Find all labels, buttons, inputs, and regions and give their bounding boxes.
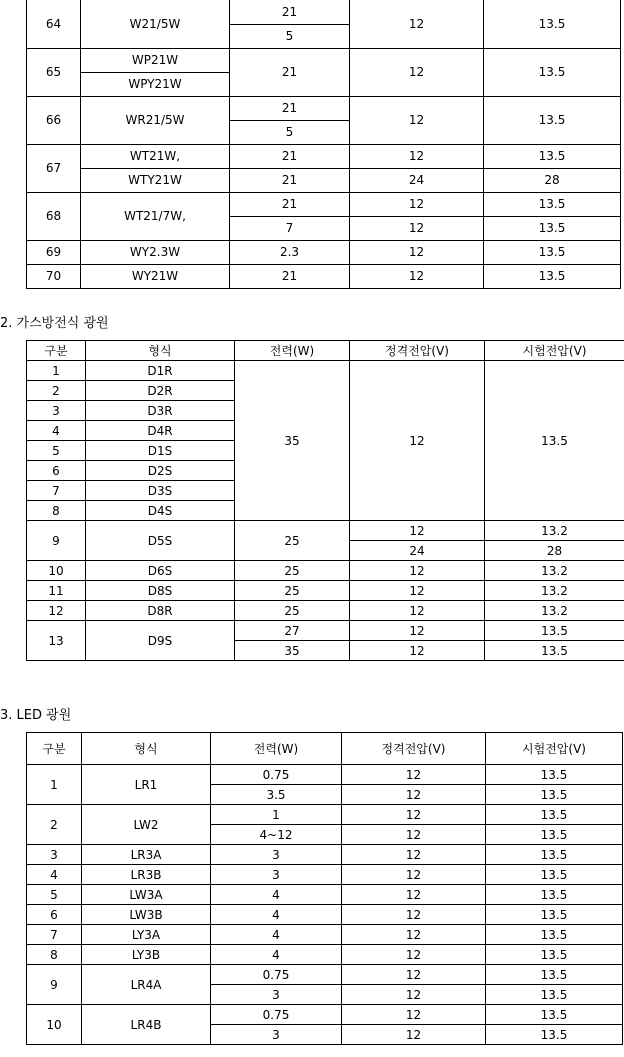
power-value: 4	[211, 905, 342, 925]
row-number: 5	[27, 441, 86, 461]
table-row	[27, 361, 624, 381]
lamp-type: D9S	[86, 621, 235, 661]
table-row	[27, 144, 621, 168]
test-voltage: 13.2	[485, 601, 624, 621]
rated-voltage: 12	[350, 240, 484, 264]
row-number: 6	[27, 461, 86, 481]
test-voltage: 28	[484, 168, 621, 192]
power-value: 2.3	[230, 240, 350, 264]
rated-voltage: 12	[350, 581, 485, 601]
test-voltage: 13.5	[486, 825, 623, 845]
lamp-type: D2R	[86, 381, 235, 401]
rated-voltage: 24	[350, 168, 484, 192]
rated-voltage: 12	[342, 885, 486, 905]
row-number: 3	[27, 401, 86, 421]
test-voltage: 13.5	[486, 985, 623, 1005]
test-voltage: 13.5	[484, 240, 621, 264]
rated-voltage: 12	[342, 945, 486, 965]
test-voltage: 13.5	[486, 945, 623, 965]
test-voltage: 13.5	[486, 1005, 623, 1025]
lamp-type: WT21/7W,	[81, 192, 230, 240]
rated-voltage: 12	[342, 825, 486, 845]
header-no: 구분	[27, 341, 86, 361]
rated-voltage: 12	[342, 905, 486, 925]
test-voltage: 13.5	[485, 621, 624, 641]
power-value: 21	[230, 168, 350, 192]
power-value: 7	[230, 216, 350, 240]
table-row	[27, 765, 623, 785]
lamp-type: LR4B	[82, 1005, 211, 1045]
lamp-type: D3R	[86, 401, 235, 421]
power-value: 3.5	[211, 785, 342, 805]
lamp-type: WT21W,	[81, 144, 230, 168]
power-value: 1	[211, 805, 342, 825]
header-test-voltage: 시험전압(V)	[485, 341, 624, 361]
row-number: 8	[27, 501, 86, 521]
header-power: 전력(W)	[211, 733, 342, 765]
table-row	[27, 48, 621, 72]
lamp-type: LY3A	[82, 925, 211, 945]
test-voltage: 13.5	[486, 1025, 623, 1045]
row-number: 7	[27, 925, 82, 945]
test-voltage: 13.5	[486, 845, 623, 865]
lamp-type: D3S	[86, 481, 235, 501]
row-number: 4	[27, 421, 86, 441]
rated-voltage: 12	[342, 765, 486, 785]
power-value: 21	[230, 0, 350, 24]
rated-voltage: 12	[342, 805, 486, 825]
lamp-type: W21/5W	[81, 0, 230, 48]
rated-voltage: 12	[350, 0, 484, 48]
table-row	[27, 805, 623, 825]
rated-voltage: 12	[342, 965, 486, 985]
table-row	[27, 905, 623, 925]
table-row	[27, 192, 621, 216]
rated-voltage: 12	[350, 621, 485, 641]
header-power: 전력(W)	[235, 341, 350, 361]
table-row	[27, 0, 621, 24]
power-value: 27	[235, 621, 350, 641]
row-number: 70	[27, 264, 81, 288]
table-row	[27, 96, 621, 120]
power-value: 0.75	[211, 1005, 342, 1025]
power-value: 4~12	[211, 825, 342, 845]
table-row	[27, 965, 623, 985]
row-number: 7	[27, 481, 86, 501]
power-value: 35	[235, 641, 350, 661]
table-row	[27, 561, 624, 581]
lamp-type: WR21/5W	[81, 96, 230, 144]
header-rated-voltage: 정격전압(V)	[350, 341, 485, 361]
rated-voltage: 12	[342, 985, 486, 1005]
rated-voltage: 12	[350, 641, 485, 661]
row-number: 9	[27, 965, 82, 1005]
lamp-type: WY21W	[81, 264, 230, 288]
lamp-type: LY3B	[82, 945, 211, 965]
table-row	[27, 581, 624, 601]
test-voltage: 13.5	[486, 865, 623, 885]
power-value: 0.75	[211, 965, 342, 985]
row-number: 2	[27, 805, 82, 845]
test-voltage: 13.5	[485, 361, 624, 521]
rated-voltage: 12	[342, 1025, 486, 1045]
row-number: 12	[27, 601, 86, 621]
table-row	[27, 1005, 623, 1025]
rated-voltage: 12	[350, 48, 484, 96]
power-value: 21	[230, 48, 350, 96]
test-voltage: 13.5	[484, 48, 621, 96]
test-voltage: 13.5	[484, 192, 621, 216]
test-voltage: 13.2	[485, 561, 624, 581]
rated-voltage: 12	[350, 521, 485, 541]
lamp-type: LW3A	[82, 885, 211, 905]
power-value: 25	[235, 561, 350, 581]
power-value: 4	[211, 885, 342, 905]
table-header-row	[27, 341, 624, 361]
lamp-type: D4S	[86, 501, 235, 521]
power-value: 4	[211, 925, 342, 945]
power-value: 21	[230, 144, 350, 168]
test-voltage: 13.5	[486, 925, 623, 945]
rated-voltage: 12	[350, 144, 484, 168]
table-header-row	[27, 733, 623, 765]
lamp-type: WY2.3W	[81, 240, 230, 264]
test-voltage: 13.5	[484, 0, 621, 48]
header-no: 구분	[27, 733, 82, 765]
rated-voltage: 12	[342, 785, 486, 805]
row-number: 13	[27, 621, 86, 661]
power-value: 3	[211, 1025, 342, 1045]
lamp-type: D8R	[86, 601, 235, 621]
row-number: 1	[27, 765, 82, 805]
rated-voltage: 12	[350, 601, 485, 621]
lamp-type: WPY21W	[81, 72, 230, 96]
row-number: 1	[27, 361, 86, 381]
lamp-type: D8S	[86, 581, 235, 601]
rated-voltage: 12	[342, 1005, 486, 1025]
row-number: 4	[27, 865, 82, 885]
gas-discharge-table	[26, 340, 624, 661]
test-voltage: 13.5	[485, 641, 624, 661]
rated-voltage: 12	[350, 96, 484, 144]
rated-voltage: 12	[350, 264, 484, 288]
power-value: 25	[235, 581, 350, 601]
table-row	[27, 865, 623, 885]
power-value: 4	[211, 945, 342, 965]
row-number: 10	[27, 561, 86, 581]
power-value: 3	[211, 845, 342, 865]
rated-voltage: 24	[350, 541, 485, 561]
section-heading-gas-discharge: 2. 가스방전식 광원	[0, 316, 109, 331]
lamp-type: D1S	[86, 441, 235, 461]
test-voltage: 13.2	[485, 521, 624, 541]
lamp-type: D1R	[86, 361, 235, 381]
lamp-type: LR4A	[82, 965, 211, 1005]
table-row	[27, 621, 624, 641]
lamp-type: D2S	[86, 461, 235, 481]
test-voltage: 13.5	[486, 905, 623, 925]
row-number: 67	[27, 144, 81, 192]
rated-voltage: 12	[350, 361, 485, 521]
row-number: 8	[27, 945, 82, 965]
test-voltage: 13.5	[486, 965, 623, 985]
power-value: 25	[235, 521, 350, 561]
header-type: 형식	[82, 733, 211, 765]
lamp-type: D4R	[86, 421, 235, 441]
row-number: 68	[27, 192, 81, 240]
filament-lamp-table-continued	[26, 0, 621, 289]
row-number: 10	[27, 1005, 82, 1045]
header-test-voltage: 시험전압(V)	[486, 733, 623, 765]
rated-voltage: 12	[342, 845, 486, 865]
row-number: 6	[27, 905, 82, 925]
power-value: 21	[230, 192, 350, 216]
row-number: 66	[27, 96, 81, 144]
test-voltage: 13.5	[486, 885, 623, 905]
row-number: 11	[27, 581, 86, 601]
rated-voltage: 12	[342, 865, 486, 885]
test-voltage: 13.5	[486, 805, 623, 825]
row-number: 2	[27, 381, 86, 401]
test-voltage: 13.5	[484, 264, 621, 288]
lamp-type: LW2	[82, 805, 211, 845]
lamp-type: LR3B	[82, 865, 211, 885]
header-type: 형식	[86, 341, 235, 361]
row-number: 9	[27, 521, 86, 561]
table-row	[27, 240, 621, 264]
power-value: 5	[230, 24, 350, 48]
lamp-type: D5S	[86, 521, 235, 561]
row-number: 69	[27, 240, 81, 264]
row-number: 64	[27, 0, 81, 48]
led-table	[26, 732, 623, 1045]
lamp-type: WTY21W	[81, 168, 230, 192]
rated-voltage: 12	[342, 925, 486, 945]
power-value: 25	[235, 601, 350, 621]
lamp-type: WP21W	[81, 48, 230, 72]
lamp-type: D6S	[86, 561, 235, 581]
table-row	[27, 601, 624, 621]
power-value: 3	[211, 865, 342, 885]
test-voltage: 13.5	[486, 785, 623, 805]
test-voltage: 28	[485, 541, 624, 561]
test-voltage: 13.5	[484, 144, 621, 168]
test-voltage: 13.5	[486, 765, 623, 785]
test-voltage: 13.5	[484, 216, 621, 240]
test-voltage: 13.5	[484, 96, 621, 144]
row-number: 3	[27, 845, 82, 865]
table-row	[27, 168, 621, 192]
lamp-type: LW3B	[82, 905, 211, 925]
row-number: 5	[27, 885, 82, 905]
lamp-type: LR1	[82, 765, 211, 805]
table-row	[27, 521, 624, 541]
lamp-type: LR3A	[82, 845, 211, 865]
rated-voltage: 12	[350, 561, 485, 581]
row-number: 65	[27, 48, 81, 96]
power-value: 5	[230, 120, 350, 144]
power-value: 0.75	[211, 765, 342, 785]
test-voltage: 13.2	[485, 581, 624, 601]
section-heading-led: 3. LED 광원	[0, 708, 72, 723]
table-row	[27, 885, 623, 905]
table-row	[27, 925, 623, 945]
power-value: 35	[235, 361, 350, 521]
rated-voltage: 12	[350, 216, 484, 240]
table-row	[27, 845, 623, 865]
power-value: 21	[230, 264, 350, 288]
power-value: 21	[230, 96, 350, 120]
power-value: 3	[211, 985, 342, 1005]
table-row	[27, 264, 621, 288]
table-row	[27, 945, 623, 965]
header-rated-voltage: 정격전압(V)	[342, 733, 486, 765]
rated-voltage: 12	[350, 192, 484, 216]
